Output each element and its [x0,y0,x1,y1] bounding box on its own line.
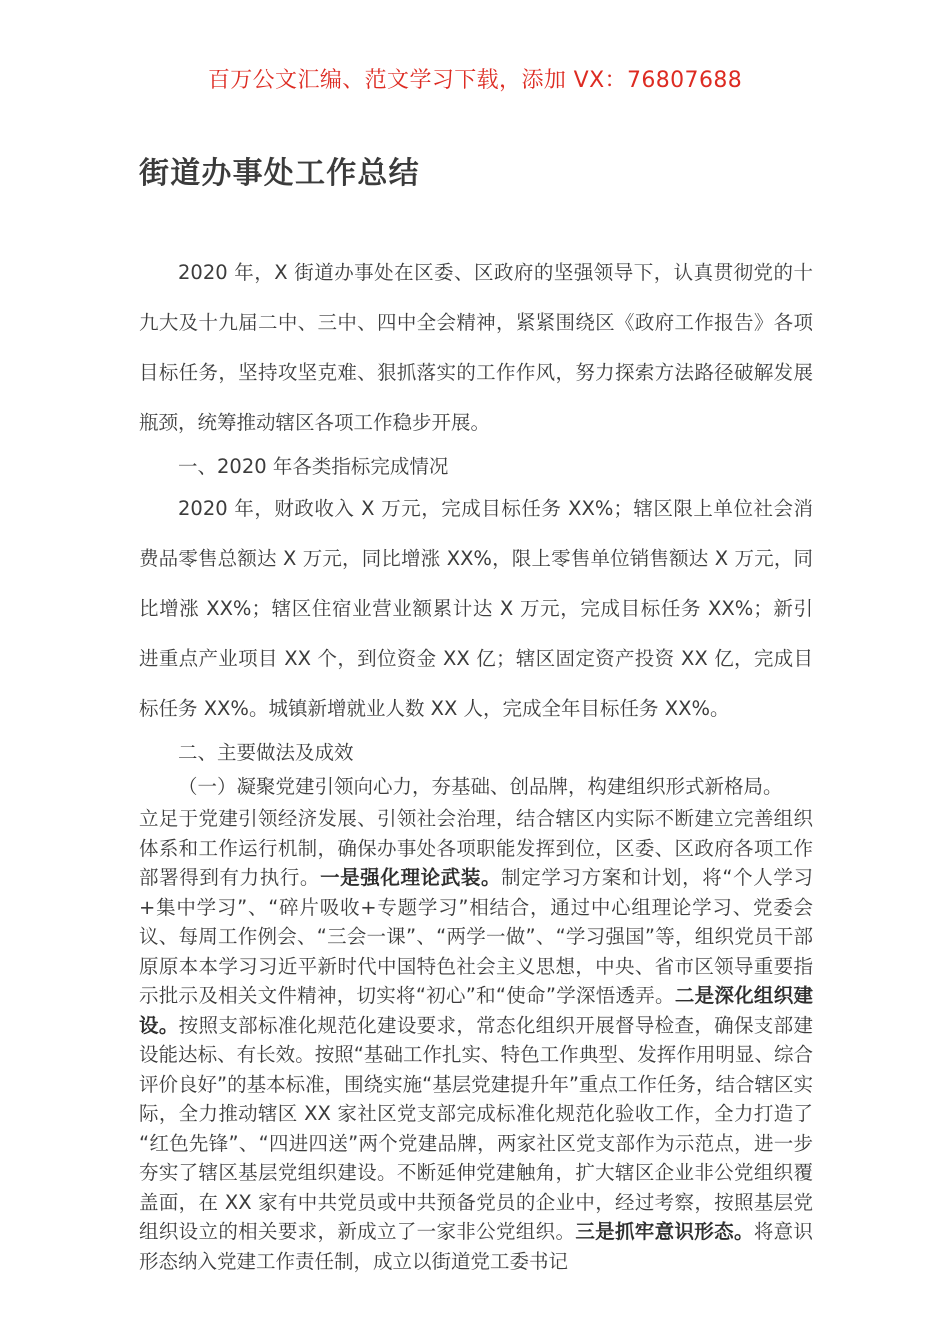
page-title: 街道办事处工作总结 [139,156,420,192]
subsection-one-body [139,804,813,1276]
point-three-body: 将意识形态纳入党建工作责任制，成立以街道党工委书记 [139,1220,813,1273]
point-one-body: 制定学习方案和计划，将“个人学习+集中学习”、“碎片吸收+专题学习”相结合，通过中心组理论学习、党委会议、每周工作例会、“三会一课”、“两学一做”、“学习强国”等，组织党员干部原原本本学习习近平新时代中国特色社会主义思想，中央、省市区领导重要指示批示及相关文件精神，切实将“初心”和“使命”学深悟透弄。 [139,866,813,1007]
section-one-body: 2020 年，财政收入 X 万元，完成目标任务 XX%；辖区限上单位社会消费品零售总额达 X 万元，同比增涨 XX%，限上零售单位销售额达 X 万元，同比增涨 XX%；辖区住宿业营业额累计达 X 万元，完成目标任务 XX%；新引进重点产业项目 XX 个，到位资金 XX 亿；辖区固定资产投资 XX 亿，完成目标任务 XX%。城镇新增就业人数 XX 人，完成全年目标任务 XX%。 [139,497,813,720]
section-one-heading: 一、2020 年各类指标完成情况 [178,455,449,478]
document-body [139,248,813,1276]
point-one-label: 一是强化理论武装。 [320,866,502,889]
intro-paragraph: 2020 年，X 街道办事处在区委、区政府的坚强领导下，认真贯彻党的十九大及十九届二中、三中、四中全会精神，紧紧围绕区《政府工作报告》各项目标任务，坚持攻坚克难、狠抓落实的工作作风，努力探索方法路径破解发展瓶颈，统筹推动辖区各项工作稳步开展。 [139,261,813,434]
point-two-body: 按照支部标准化规范化建设要求，常态化组织开展督导检查，确保支部建设能达标、有长效。按照“基础工作扎实、特色工作典型、发挥作用明显、综合评价良好”的基本标准，围绕实施“基层党建提升年”重点工作任务，结合辖区实际，全力推动辖区 XX 家社区党支部完成标准化规范化验收工作，全力打造了“红色先锋”、“四进四送”两个党建品牌，两家社区党支部作为示范点，进一步夯实了辖区基层党组织建设。不断延伸党建触角，扩大辖区企业非公党组织覆盖面，在 XX 家有中共党员或中共预备党员的企业中，经过考察，按照基层党组织设立的相关要求，新成立了一家非公党组织。 [139,1013,813,1243]
promo-banner: 百万公文汇编、范文学习下载，添加 VX：76807688 [207,68,743,93]
point-three-label: 三是抓牢意识形态。 [575,1220,754,1243]
subsection-one-heading: （一）凝聚党建引领向心力，夯基础、创品牌，构建组织形式新格局。 [178,775,783,798]
subsection-one-intro: 立足于党建引领经济发展、引领社会治理，结合辖区内实际不断建立完善组织体系和工作运行机制，确保办事处各项职能发挥到位，区委、区政府各项工作部署得到有力执行。 [139,807,813,889]
section-two-heading: 二、主要做法及成效 [178,741,354,764]
point-two-label: 二是深化组织建设。 [139,984,813,1037]
